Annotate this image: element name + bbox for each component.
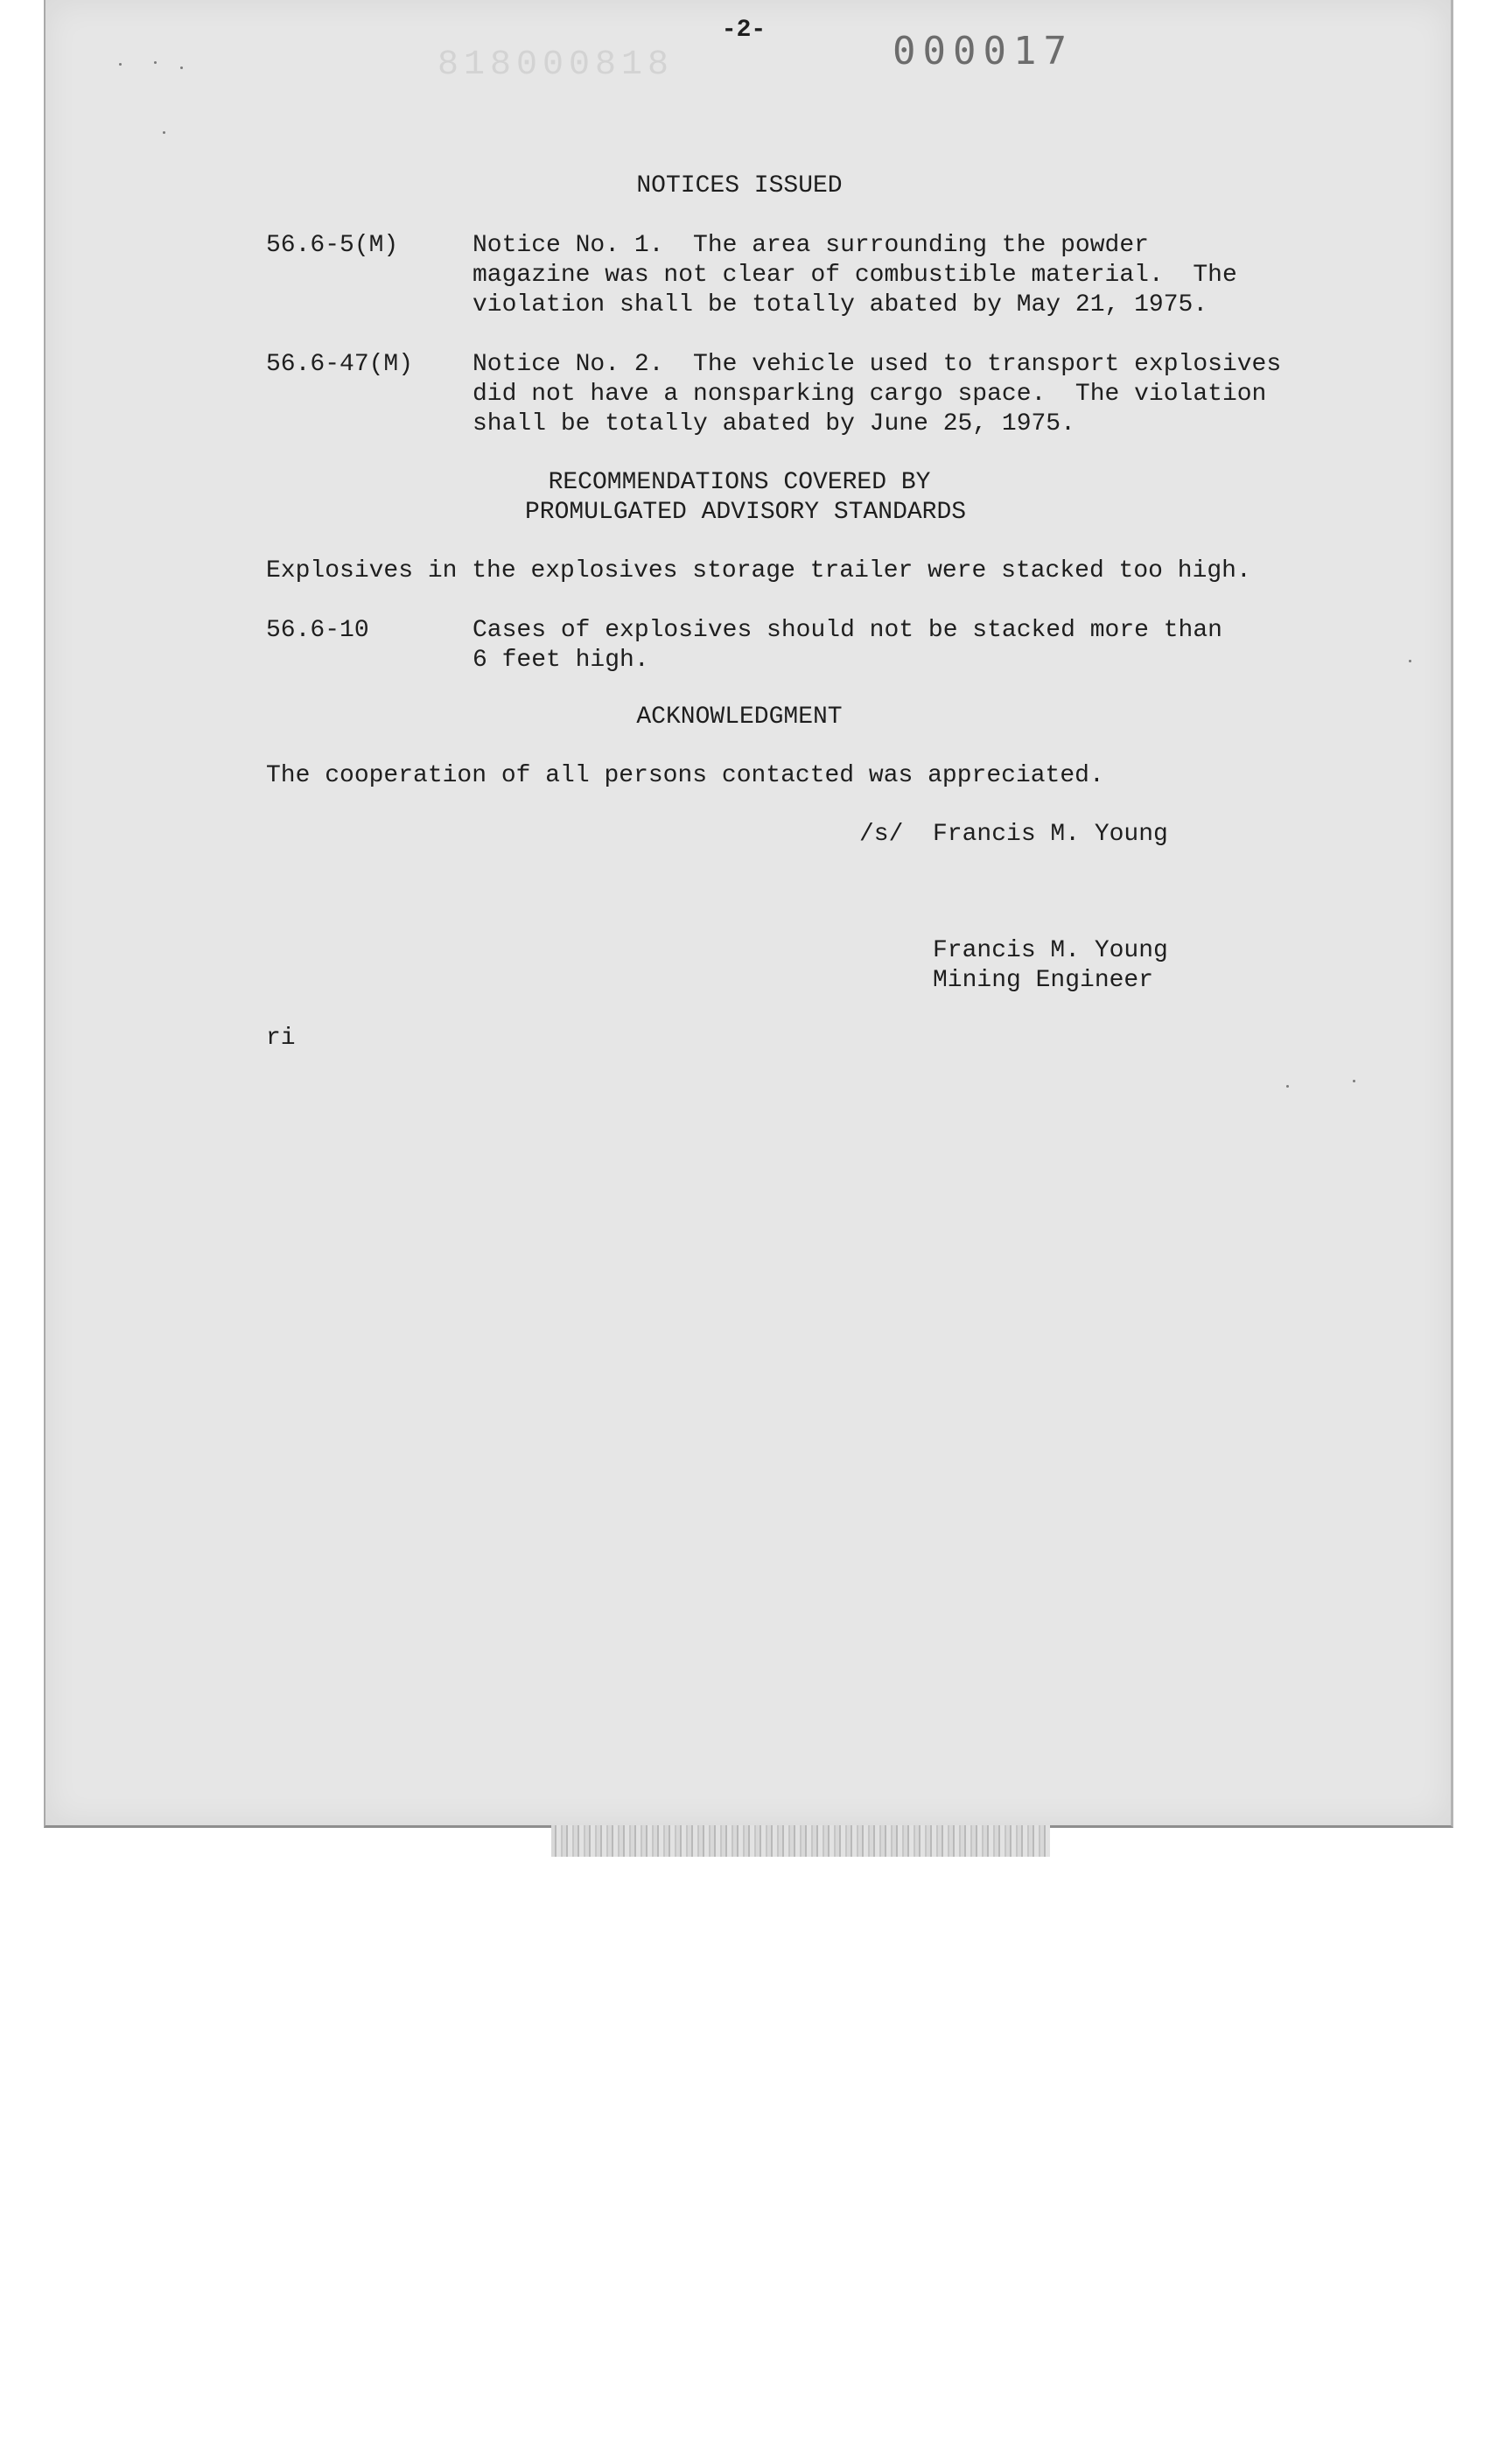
scan-speck bbox=[163, 131, 165, 134]
recommendations-heading-line2: PROMULGATED ADVISORY STANDARDS bbox=[525, 499, 967, 526]
signature-mark: /s/ bbox=[859, 821, 904, 848]
scan-speck bbox=[154, 61, 157, 64]
recommendation-line: 6 feet high. bbox=[472, 647, 649, 674]
acknowledgment-heading: ACKNOWLEDGMENT bbox=[636, 704, 843, 731]
recommendation-code: 56.6-10 bbox=[266, 617, 369, 644]
notice-1-line: magazine was not clear of combustible material. The bbox=[472, 262, 1237, 289]
page-number: -2- bbox=[721, 17, 766, 44]
scan-edge-strip bbox=[551, 1825, 1050, 1857]
scan-speck bbox=[180, 66, 183, 69]
notice-2-line: Notice No. 2. The vehicle used to transport explosives bbox=[472, 351, 1282, 378]
scan-speck bbox=[1286, 1085, 1289, 1088]
notice-1-line: violation shall be totally abated by May 21, 1975. bbox=[472, 291, 1208, 318]
typist-initials: ri bbox=[266, 1025, 296, 1052]
scan-speck bbox=[1353, 1080, 1355, 1082]
notice-2-line: did not have a nonsparking cargo space. The violation bbox=[472, 381, 1267, 408]
notice-1-code: 56.6-5(M) bbox=[266, 232, 399, 259]
notice-1-line: Notice No. 1. The area surrounding the powder bbox=[472, 232, 1149, 259]
signer-title: Mining Engineer bbox=[933, 967, 1154, 994]
signed-name: Francis M. Young bbox=[933, 821, 1168, 848]
faint-stamp-number: 818000818 bbox=[438, 46, 675, 85]
stamp-number: 000017 bbox=[892, 29, 1074, 74]
notices-heading: NOTICES ISSUED bbox=[636, 172, 843, 200]
recommendations-heading-line1: RECOMMENDATIONS COVERED BY bbox=[548, 469, 931, 496]
typed-name: Francis M. Young bbox=[933, 937, 1168, 964]
recommendation-line: Cases of explosives should not be stacked more than bbox=[472, 617, 1222, 644]
recommendation-statement: Explosives in the explosives storage trailer were stacked too high. bbox=[266, 557, 1251, 584]
notice-2-code: 56.6-47(M) bbox=[266, 351, 414, 378]
acknowledgment-text: The cooperation of all persons contacted was appreciated. bbox=[266, 762, 1104, 789]
notice-2-line: shall be totally abated by June 25, 1975. bbox=[472, 410, 1075, 438]
scan-speck bbox=[119, 63, 122, 66]
scan-speck bbox=[1409, 660, 1411, 662]
